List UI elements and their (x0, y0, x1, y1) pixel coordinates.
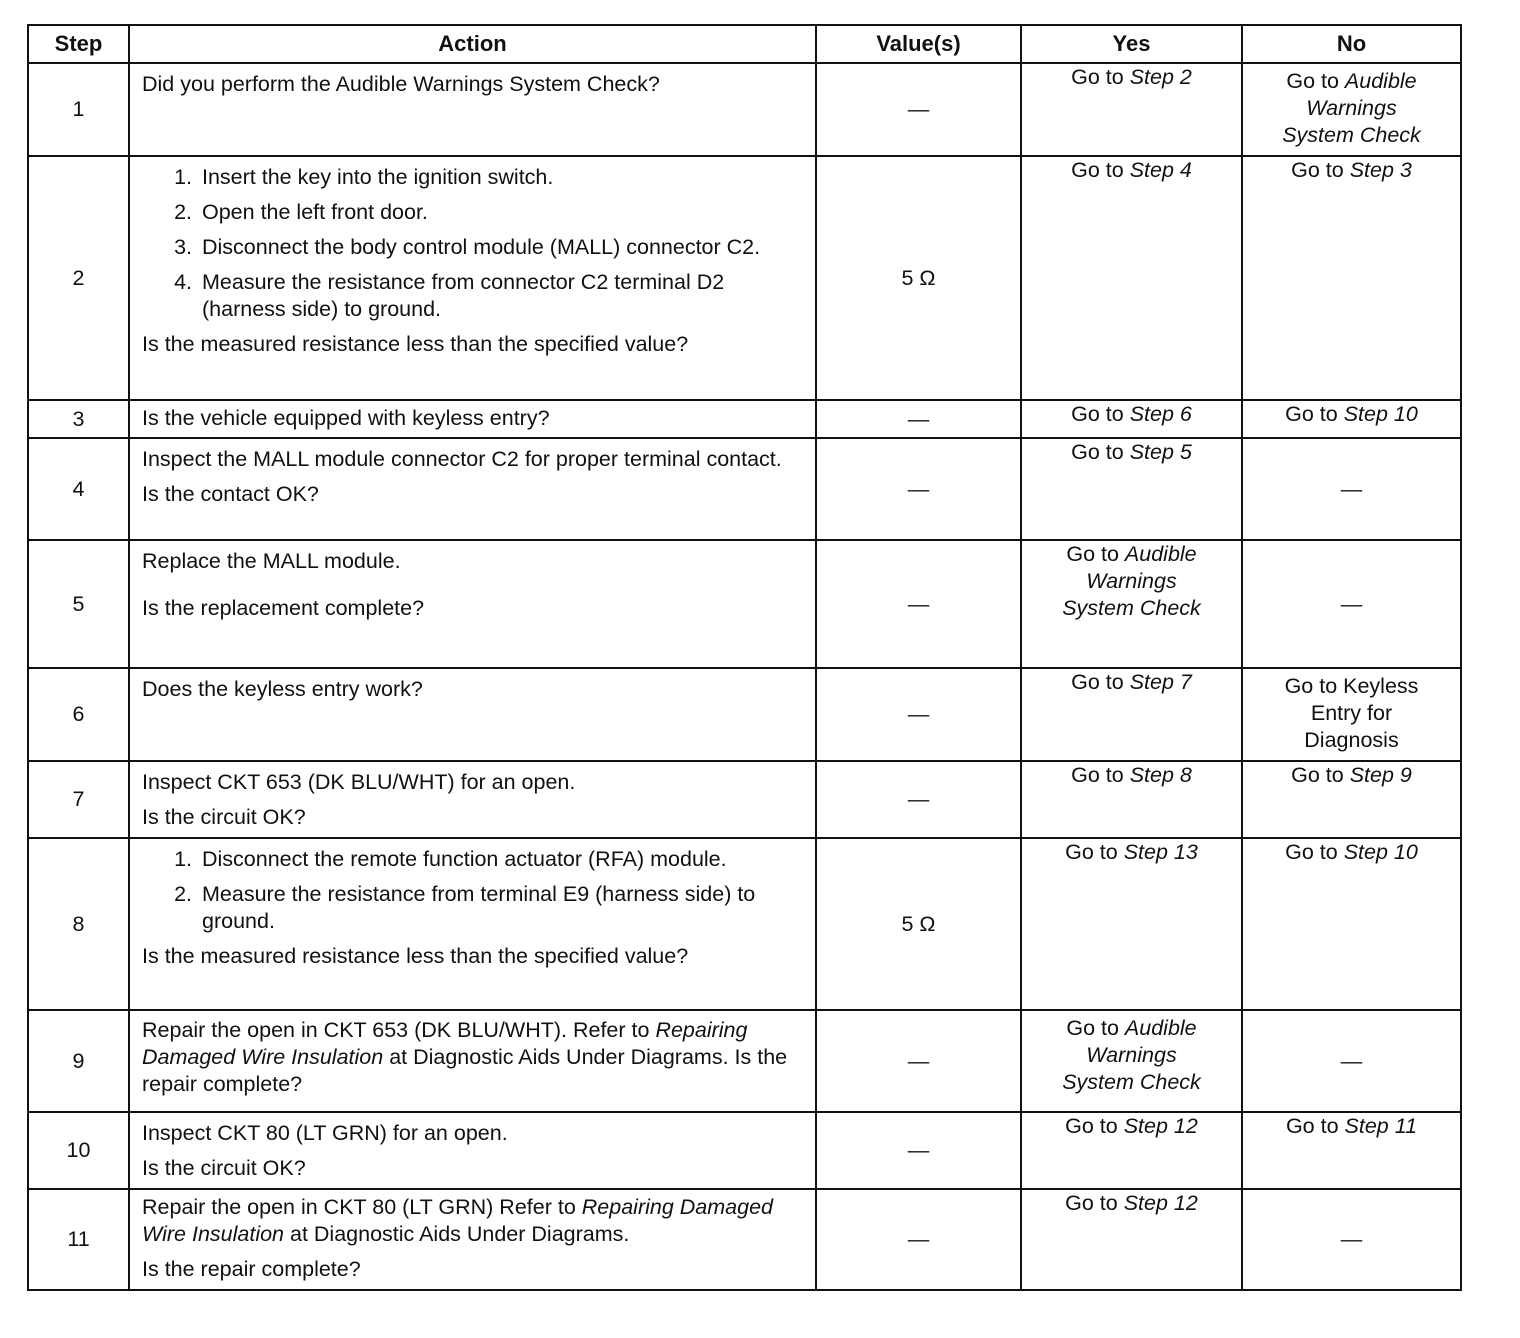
value-cell: — (816, 400, 1021, 438)
list-item: 4. Measure the resistance from connector C2 terminal D2 (harness side) to ground. (198, 269, 807, 323)
value-cell: — (816, 668, 1021, 761)
action-reference: Repairing Damaged Wire Insulation (142, 1195, 773, 1246)
header-values: Value(s) (816, 25, 1021, 63)
table-row (28, 1189, 1461, 1290)
step-number: 3 (28, 400, 129, 438)
yes-result: Go to Step 2 (1071, 65, 1192, 89)
yes-cell (1021, 1010, 1242, 1112)
action-text: Inspect CKT 80 (LT GRN) for an open. (142, 1121, 508, 1145)
header-row (28, 25, 1461, 63)
no-cell: — (1242, 1010, 1461, 1112)
step-number: 2 (28, 156, 129, 400)
list-item: 3. Disconnect the body control module (MALL) connector C2. (198, 234, 807, 261)
table-row (28, 438, 1461, 540)
yes-result: Go to Audible (1066, 1016, 1197, 1040)
action-cell (129, 1010, 816, 1112)
header-no: No (1242, 25, 1461, 63)
step-number: 4 (28, 438, 129, 540)
step-number: 9 (28, 1010, 129, 1112)
action-question: Is the contact OK? (142, 482, 319, 506)
action-question: Is the circuit OK? (142, 805, 306, 829)
action-cell (129, 838, 816, 1010)
yes-cell (1021, 540, 1242, 668)
step-number: 10 (28, 1112, 129, 1189)
yes-result: Go to Step 13 (1065, 840, 1198, 864)
yes-result: Go to Step 12 (1065, 1114, 1198, 1138)
no-result-line: Go to Keyless (1284, 674, 1419, 698)
yes-result: Go to Audible (1066, 542, 1197, 566)
step-number: 5 (28, 540, 129, 668)
yes-cell (1021, 761, 1242, 838)
yes-cell (1021, 438, 1242, 540)
yes-cell (1021, 156, 1242, 400)
no-cell (1242, 668, 1461, 761)
value-cell: — (816, 1112, 1021, 1189)
action-cell (129, 438, 816, 540)
action-cell (129, 761, 816, 838)
no-cell (1242, 63, 1461, 156)
action-cell (129, 1112, 816, 1189)
yes-result: Go to Step 8 (1071, 763, 1192, 787)
action-text: Replace the MALL module. (142, 549, 401, 573)
value-cell: 5 Ω (816, 156, 1021, 400)
yes-result: Go to Step 12 (1065, 1191, 1198, 1215)
table-row (28, 540, 1461, 668)
yes-result-line: System Check (1062, 1070, 1201, 1094)
table-row (28, 63, 1461, 156)
header-action: Action (129, 25, 816, 63)
step-number: 8 (28, 838, 129, 1010)
step-number: 6 (28, 668, 129, 761)
header-step: Step (28, 25, 129, 63)
yes-cell (1021, 838, 1242, 1010)
header-yes: Yes (1021, 25, 1242, 63)
table-row (28, 838, 1461, 1010)
no-result-line: Diagnosis (1304, 728, 1399, 752)
no-cell: — (1242, 438, 1461, 540)
action-text: Inspect CKT 653 (DK BLU/WHT) for an open. (142, 770, 576, 794)
list-item: 1. Disconnect the remote function actuator (RFA) module. (198, 846, 807, 873)
no-result: Go to Step 10 (1285, 402, 1418, 426)
list-item: 1. Insert the key into the ignition switch. (198, 164, 807, 191)
action-reference: Repairing Damaged Wire Insulation (142, 1018, 748, 1069)
value-cell: — (816, 1189, 1021, 1290)
action-question: Is the measured resistance less than the specified value? (142, 944, 689, 968)
no-cell (1242, 761, 1461, 838)
value-cell: — (816, 540, 1021, 668)
action-cell (129, 540, 816, 668)
action-question: Is the measured resistance less than the specified value? (142, 332, 689, 356)
action-text: Repair the open in CKT 653 (DK BLU/WHT). Refer to Repairing Damaged Wire Insulation at Diagnostic Aids Under Diagrams. Is the repair complete? (142, 1018, 788, 1096)
yes-cell (1021, 63, 1242, 156)
list-item: 2. Open the left front door. (198, 199, 807, 226)
no-cell (1242, 1112, 1461, 1189)
action-text: Inspect the MALL module connector C2 for proper terminal contact. (142, 447, 782, 471)
no-result: Go to Step 9 (1291, 763, 1412, 787)
no-cell: — (1242, 1189, 1461, 1290)
action-text: Did you perform the Audible Warnings System Check? (142, 72, 660, 96)
action-cell (129, 668, 816, 761)
no-cell: — (1242, 540, 1461, 668)
yes-result: Go to Step 6 (1071, 402, 1192, 426)
no-result: Go to Step 11 (1285, 1114, 1418, 1138)
value-cell: 5 Ω (816, 838, 1021, 1010)
diagnostic-table (27, 24, 1462, 1291)
action-question: Is the circuit OK? (142, 1156, 306, 1180)
list-item: 2. Measure the resistance from terminal E9 (harness side) to ground. (198, 881, 807, 935)
table-row (28, 668, 1461, 761)
yes-cell (1021, 1112, 1242, 1189)
table-row (28, 1010, 1461, 1112)
action-question: Is the replacement complete? (142, 596, 425, 620)
no-result-line: Warnings (1306, 96, 1397, 120)
table-row (28, 400, 1461, 438)
yes-result-line: Warnings (1086, 1043, 1177, 1067)
no-result-line: System Check (1282, 123, 1421, 147)
no-cell (1242, 400, 1461, 438)
table-row (28, 1112, 1461, 1189)
yes-cell (1021, 668, 1242, 761)
action-text: Repair the open in CKT 80 (LT GRN) Refer to Repairing Damaged Wire Insulation at Diagnostic Aids Under Diagrams. (142, 1195, 773, 1246)
yes-cell (1021, 1189, 1242, 1290)
value-cell: — (816, 438, 1021, 540)
value-cell: — (816, 761, 1021, 838)
yes-result: Go to Step 7 (1071, 670, 1192, 694)
table-row (28, 156, 1461, 400)
no-result: Go to Step 3 (1291, 158, 1412, 182)
step-number: 11 (28, 1189, 129, 1290)
action-text: Is the vehicle equipped with keyless entry? (142, 406, 550, 430)
yes-result-line: System Check (1062, 596, 1201, 620)
no-result-line: Entry for (1310, 701, 1393, 725)
step-number: 7 (28, 761, 129, 838)
action-cell (129, 400, 816, 438)
action-steps-list (142, 846, 807, 935)
no-cell (1242, 838, 1461, 1010)
action-steps-list (142, 164, 807, 323)
action-question: Is the repair complete? (142, 1257, 361, 1281)
yes-result: Go to Step 5 (1071, 440, 1192, 464)
no-result: Go to Audible (1286, 69, 1417, 93)
action-cell (129, 1189, 816, 1290)
value-cell: — (816, 1010, 1021, 1112)
action-cell (129, 156, 816, 400)
yes-result: Go to Step 4 (1071, 158, 1192, 182)
no-cell (1242, 156, 1461, 400)
no-result: Go to Step 10 (1285, 840, 1418, 864)
table-row (28, 761, 1461, 838)
yes-result-line: Warnings (1086, 569, 1177, 593)
action-text: Does the keyless entry work? (142, 677, 423, 701)
yes-cell (1021, 400, 1242, 438)
step-number: 1 (28, 63, 129, 156)
value-cell: — (816, 63, 1021, 156)
action-cell (129, 63, 816, 156)
